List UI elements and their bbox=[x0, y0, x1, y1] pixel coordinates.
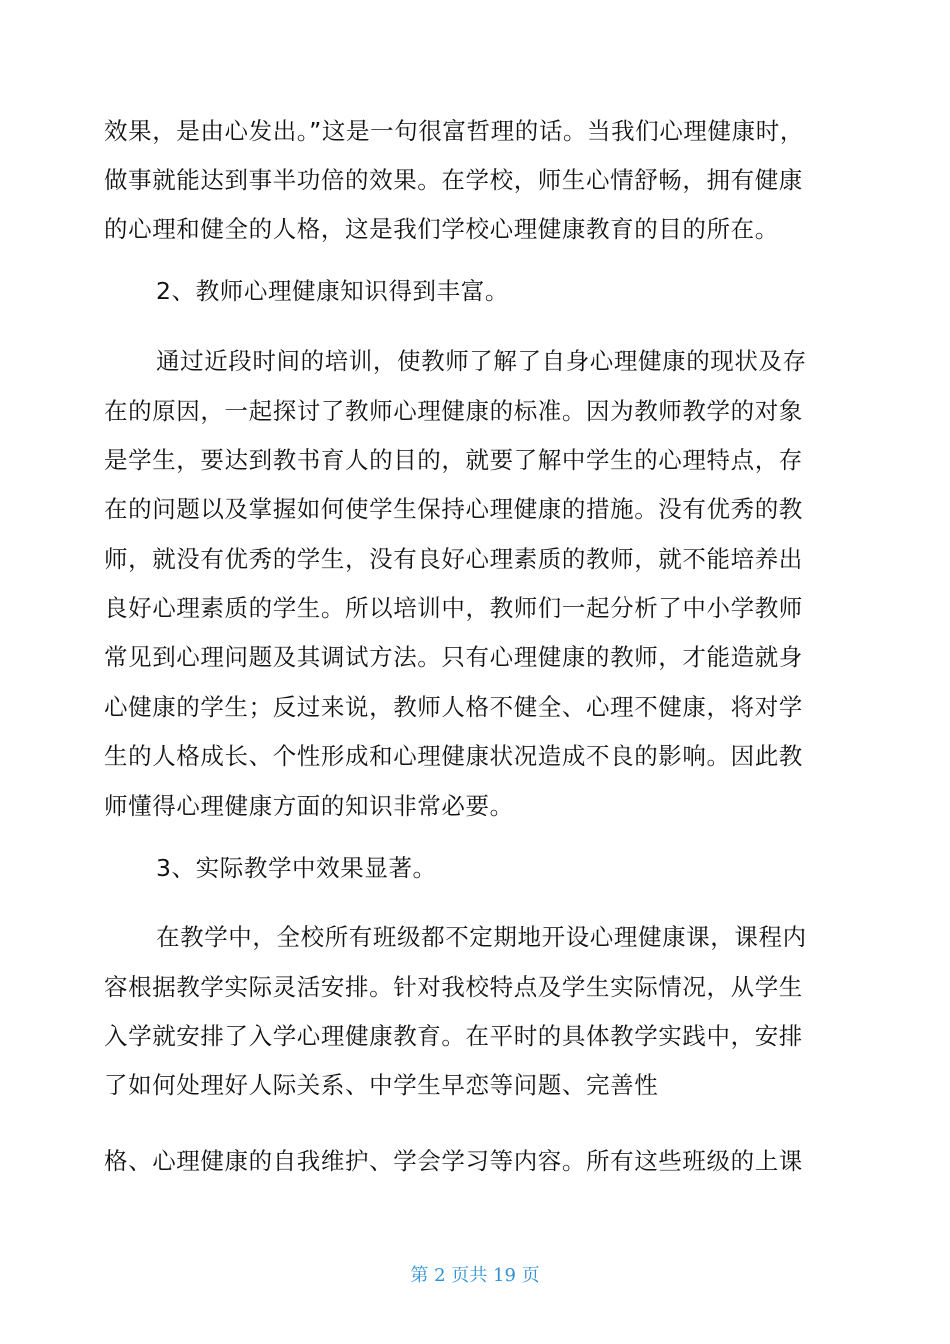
paragraph-line: 效果，是由心发出。”这是一句很富哲理的话。当我们心理健康时， bbox=[104, 117, 804, 145]
section-heading-3: 3、实际教学中效果显著。 bbox=[156, 854, 437, 882]
paragraph-line: 是学生，要达到教书育人的目的，就要了解中学生的心理特点，存 bbox=[104, 446, 803, 474]
paragraph-line: 师懂得心理健康方面的知识非常必要。 bbox=[104, 792, 514, 820]
paragraph-line: 在的问题以及掌握如何使学生保持心理健康的措施。没有优秀的教 bbox=[104, 495, 803, 523]
paragraph-line: 良好心理素质的学生。所以培训中，教师们一起分析了中小学教师 bbox=[104, 594, 803, 622]
paragraph-line: 通过近段时间的培训，使教师了解了自身心理健康的现状及存 bbox=[156, 347, 807, 375]
section-heading-2: 2、教师心理健康知识得到丰富。 bbox=[156, 277, 509, 305]
paragraph-line: 在的原因，一起探讨了教师心理健康的标准。因为教师教学的对象 bbox=[104, 397, 803, 425]
paragraph-line: 格、心理健康的自我维护、学会学习等内容。所有这些班级的上课 bbox=[104, 1147, 803, 1175]
paragraph-line: 师，就没有优秀的学生，没有良好心理素质的教师，就不能培养出 bbox=[104, 545, 803, 573]
paragraph-line: 入学就安排了入学心理健康教育。在平时的具体教学实践中，安排 bbox=[104, 1022, 803, 1050]
paragraph-line: 的心理和健全的人格，这是我们学校心理健康教育的目的所在。 bbox=[104, 215, 779, 243]
paragraph-line: 做事就能达到事半功倍的效果。在学校，师生心情舒畅，拥有健康 bbox=[104, 166, 803, 194]
paragraph-line: 容根据教学实际灵活安排。针对我校特点及学生实际情况，从学生 bbox=[104, 973, 803, 1001]
paragraph-line: 生的人格成长、个性形成和心理健康状况造成不良的影响。因此教 bbox=[104, 742, 803, 770]
paragraph-line: 了如何处理好人际关系、中学生早恋等问题、完善性 bbox=[104, 1071, 659, 1099]
paragraph-line: 常见到心理问题及其调试方法。只有心理健康的教师，才能造就身 bbox=[104, 643, 803, 671]
paragraph-line: 在教学中，全校所有班级都不定期地开设心理健康课，课程内 bbox=[156, 923, 807, 951]
paragraph-line: 心健康的学生；反过来说，教师人格不健全、心理不健康，将对学 bbox=[104, 693, 803, 721]
page-number-footer: 第 2 页共 19 页 bbox=[410, 1265, 540, 1286]
